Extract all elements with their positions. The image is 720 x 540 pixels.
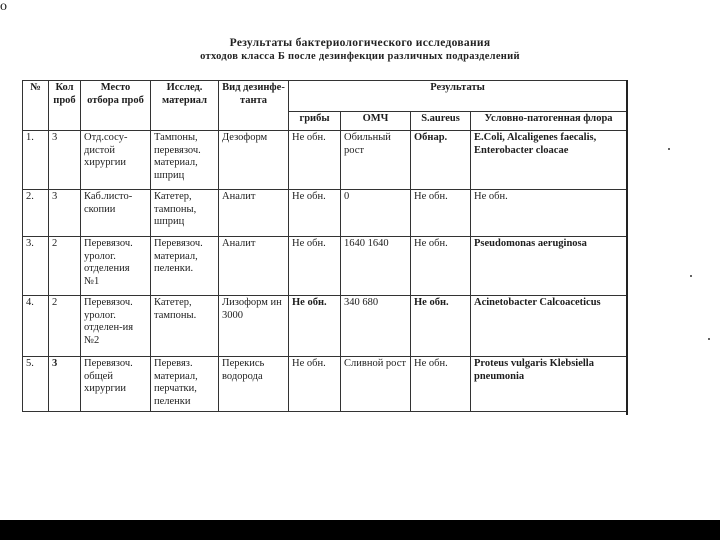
header-place: Место отбора проб (81, 81, 151, 131)
cell-place: Перевязоч. общей хирургии (81, 357, 151, 412)
cell-count: 3 (49, 190, 81, 237)
header-material: Исслед. материал (151, 81, 219, 131)
cell-flora: E.Coli, Alcaligenes faecalis, Enterobacter cloacae (471, 131, 627, 190)
cell-num: 4. (23, 296, 49, 357)
cell-material: Катетер, тампоны, шприц (151, 190, 219, 237)
cell-disinfectant: Дезоформ (219, 131, 289, 190)
cell-flora: Proteus vulgaris Klebsiella pneumonia (471, 357, 627, 412)
header-results: Результаты (289, 81, 627, 112)
cell-count: 3 (49, 357, 81, 412)
cell-fungi: Не обн. (289, 237, 341, 296)
scan-shadow-edge (626, 80, 628, 415)
header-fungi: грибы (289, 112, 341, 131)
cell-material: Катетер, тампоны. (151, 296, 219, 357)
cell-material: Тампоны, перевязоч. материал, шприц (151, 131, 219, 190)
scan-speck (690, 275, 692, 277)
cell-num: 2. (23, 190, 49, 237)
cell-omch: Сливной рост (341, 357, 411, 412)
header-count: Кол проб (49, 81, 81, 131)
header-omch: ОМЧ (341, 112, 411, 131)
page-title: Результаты бактериологического исследования (229, 37, 491, 49)
cell-saureus: Не обн. (411, 357, 471, 412)
cell-fungi: Не обн. (289, 357, 341, 412)
header-disinfectant: Вид дезинфе-танта (219, 81, 289, 131)
cell-place: Перевязоч. уролог. отделен-ия №2 (81, 296, 151, 357)
cell-place: Каб.листо-скопии (81, 190, 151, 237)
cell-fungi: Не обн. (289, 190, 341, 237)
page-subtitle: отходов класса Б после дезинфекции различных подразделений (200, 51, 520, 62)
scan-speck (668, 148, 670, 150)
cell-num: 1. (23, 131, 49, 190)
cell-material: Перевязоч. материал, пеленки. (151, 237, 219, 296)
cell-num: 3. (23, 237, 49, 296)
table-row (23, 131, 627, 190)
header-num: № (23, 81, 49, 131)
cell-count: 2 (49, 237, 81, 296)
cell-place: Отд.сосу-дистой хирургии (81, 131, 151, 190)
cell-disinfectant: Аналит (219, 237, 289, 296)
cell-disinfectant: Перекись водорода (219, 357, 289, 412)
cell-omch: 1640 1640 (341, 237, 411, 296)
table-row (23, 237, 627, 296)
cell-flora: Pseudomonas aeruginosa (471, 237, 627, 296)
cell-omch: 0 (341, 190, 411, 237)
header-flora: Условно-патогенная флора (471, 112, 627, 131)
results-table (22, 80, 627, 412)
cell-flora: Не обн. (471, 190, 627, 237)
cell-count: 2 (49, 296, 81, 357)
cell-saureus: Не обн. (411, 237, 471, 296)
header-row (23, 81, 627, 112)
cell-num: 5. (23, 357, 49, 412)
scan-speck (708, 338, 710, 340)
table-row (23, 357, 627, 412)
cell-saureus: Не обн. (411, 296, 471, 357)
cell-count: 3 (49, 131, 81, 190)
cell-saureus: Не обн. (411, 190, 471, 237)
corner-mark: o (0, 0, 7, 14)
table-row (23, 190, 627, 237)
cell-saureus: Обнар. (411, 131, 471, 190)
cell-omch: 340 680 (341, 296, 411, 357)
cell-fungi: Не обн. (289, 296, 341, 357)
cell-omch: Обильный рост (341, 131, 411, 190)
scan-bottom-bar (0, 520, 720, 540)
cell-flora: Acinetobacter Calcoaceticus (471, 296, 627, 357)
cell-disinfectant: Лизоформ ин 3000 (219, 296, 289, 357)
cell-place: Перевязоч. уролог. отделения №1 (81, 237, 151, 296)
cell-material: Перевяз. материал, перчатки, пеленки (151, 357, 219, 412)
header-saureus: S.aureus (411, 112, 471, 131)
table-row (23, 296, 627, 357)
cell-disinfectant: Аналит (219, 190, 289, 237)
cell-fungi: Не обн. (289, 131, 341, 190)
